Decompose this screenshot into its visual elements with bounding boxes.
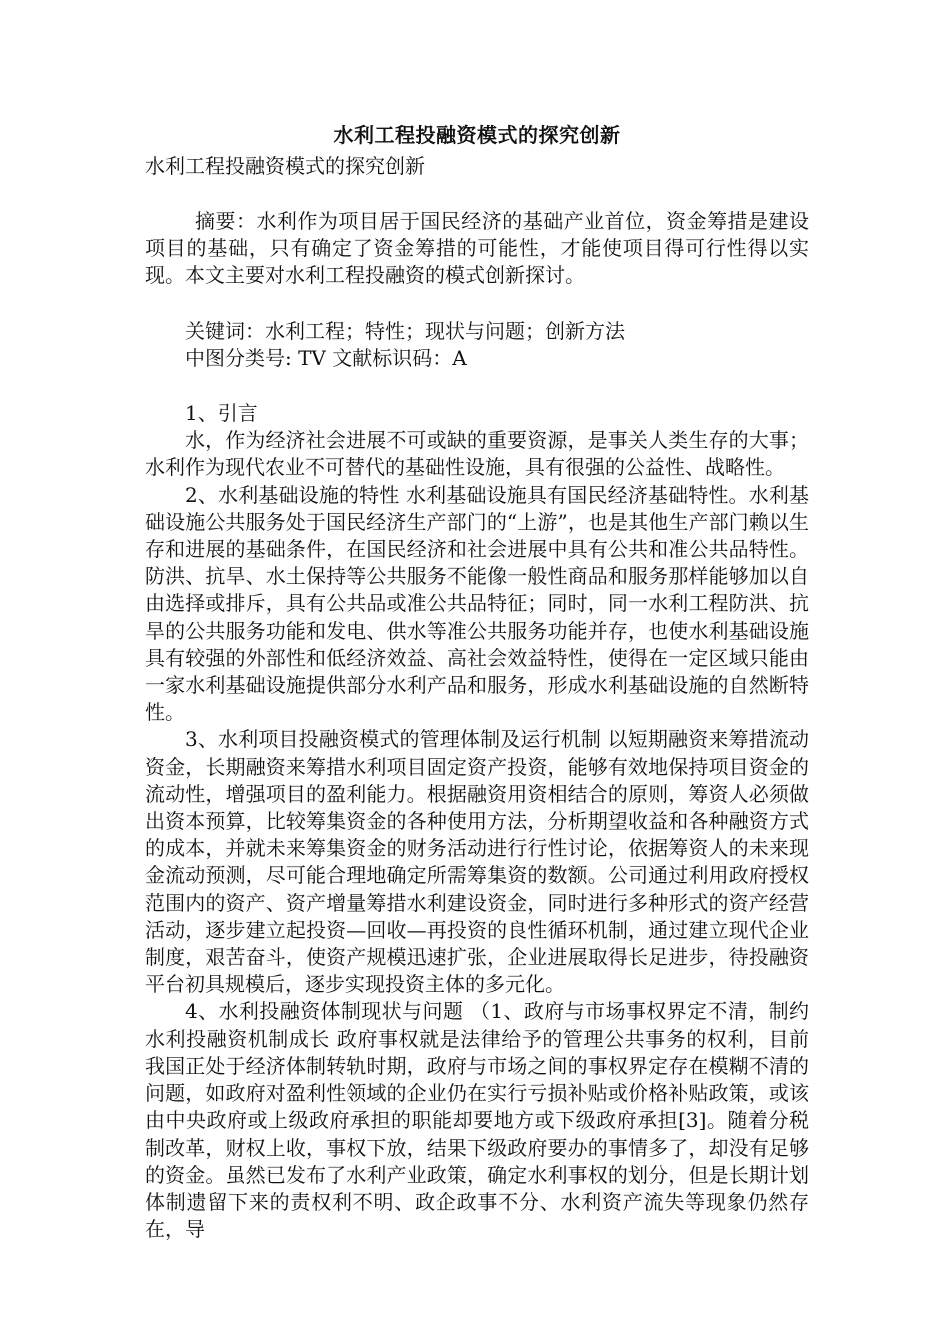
section-1-heading: 1、引言 [185, 401, 258, 426]
blank-line [145, 290, 809, 318]
section-1-paragraph: 水，作为经济社会进展不可或缺的重要资源，是事关人类生存的大事；水利作为现代农业不可替代的基础性设施，具有很强的公益性、战略性。 [145, 428, 809, 480]
blank-line [145, 372, 809, 400]
classification-line: 中图分类号: TV 文献标识码：A [185, 345, 467, 370]
document-title: 水利工程投融资模式的探究创新 [333, 123, 621, 147]
section-4-paragraph: 4、水利投融资体制现状与问题 （1、政府与市场事权界定不清，制约水利投融资机制成长 政府事权就是法律给予的管理公共事务的权利，目前我国正处于经济体制转轨时期，政府与市场之间的事权界定存在模糊不清的问题，如政府对盈利性领域的企业仍在实行亏损补贴或价格补贴政策，或该由中央政府或上级政府承担的职能却要地方或下级政府承担[3]。随着分税制改革，财权上收，事权下放，结果下级政府要办的事情多了，却没有足够的资金。虽然已发布了水利产业政策，确定水利事权的划分，但是长期计划体制遗留下来的责权利不明、政企政事不分、水利资产流失等现象仍然存在，导 [145, 999, 809, 1242]
section-2-paragraph: 2、水利基础设施的特性 水利基础设施具有国民经济基础特性。水利基础设施公共服务处于国民经济生产部门的“上游”，也是其他生产部门赖以生存和进展的基础条件，在国民经济和社会进展中具有公共和准公共品特性。防洪、抗旱、水土保持等公共服务不能像一般性商品和服务那样能够加以自由选择或排斥，具有公共品或准公共品特征；同时，同一水利工程防洪、抗旱的公共服务功能和发电、供水等准公共服务功能并存，也使水利基础设施具有较强的外部性和低经济效益、高社会效益特性，使得在一定区域只能由一家水利基础设施提供部分水利产品和服务，形成水利基础设施的自然断特性。 [145, 482, 809, 725]
blank-line [145, 180, 809, 208]
abstract-paragraph: 摘要：水利作为项目居于国民经济的基础产业首位，资金筹措是建设项目的基础，只有确定了资金筹措的可能性，才能使项目得可行性得以实现。本文主要对水利工程投融资的模式创新探讨。 [145, 209, 809, 288]
keywords-line: 关键词：水利工程；特性；现状与问题；创新方法 [185, 318, 625, 343]
section-3-paragraph: 3、水利项目投融资模式的管理体制及运行机制 以短期融资来筹措流动资金，长期融资来筹措水利项目固定资产投资，能够有效地保持项目资金的流动性，增强项目的盈利能力。根据融资用资相结合的原则，筹资人必须做出资本预算，比较筹集资金的各种使用方法，分析期望收益和各种融资方式的成本，并就未来筹集资金的财务活动进行行性讨论，依据筹资人的未来现金流动预测，尽可能合理地确定所需筹集资的数额。公司通过利用政府授权范围内的资产、资产增量筹措水利建设资金，同时进行多种形式的资产经营活动，逐步建立起投资—回收—再投资的良性循环机制，通过建立现代企业制度，艰苦奋斗，使资产规模迅速扩张，企业进展取得长足进步，待投融资平台初具规模后，逐步实现投资主体的多元化。 [145, 727, 809, 997]
document-subtitle: 水利工程投融资模式的探究创新 [145, 154, 425, 178]
document-page [145, 118, 809, 1243]
